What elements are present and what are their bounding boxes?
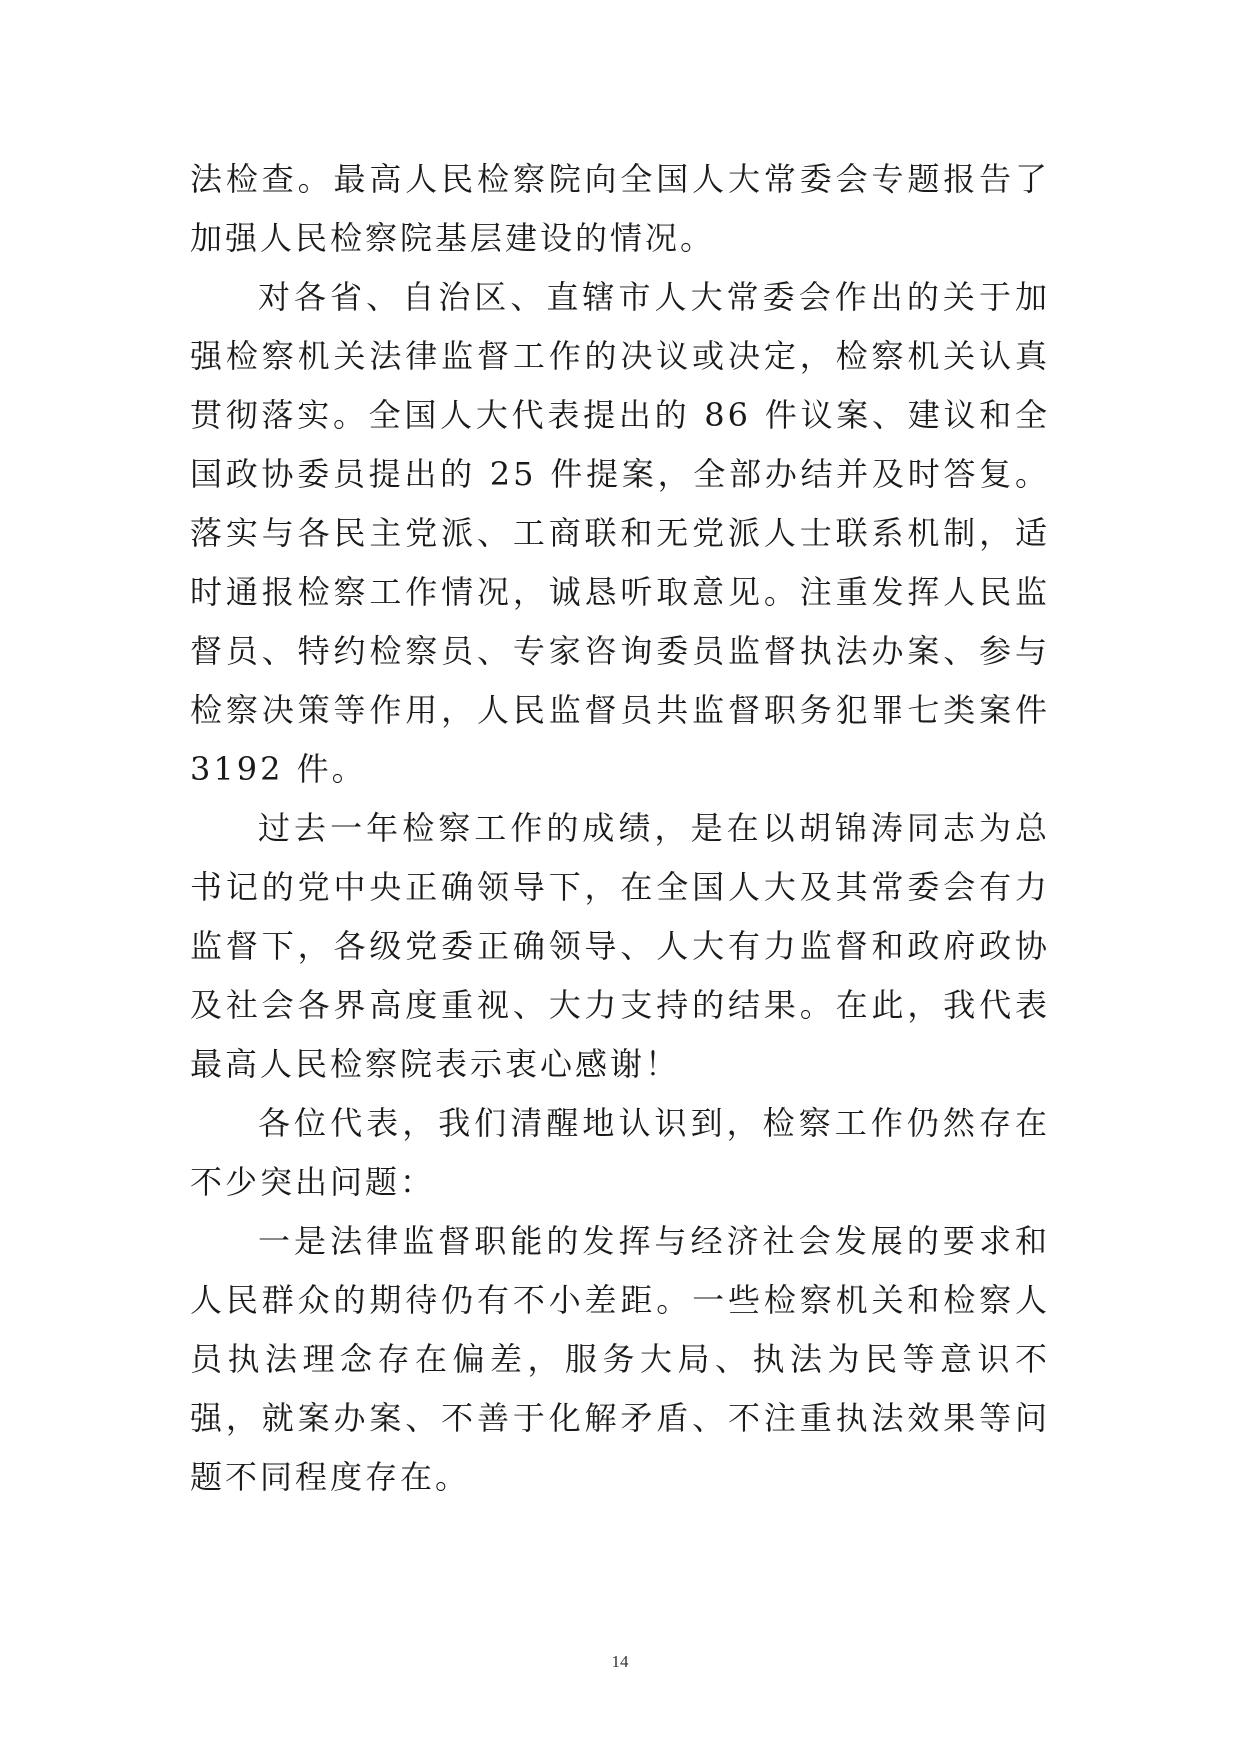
document-body [190, 150, 1050, 1507]
paragraph-problems-intro: 各位代表，我们清醒地认识到，检察工作仍然存在不少突出问题： [190, 1104, 1050, 1201]
paragraph-problem-one: 一是法律监督职能的发挥与经济社会发展的要求和人民群众的期待仍有不小差距。一些检察机关和检察人员执法理念存在偏差，服务大局、执法为民等意识不强，就案办案、不善于化解矛盾、不注重执法效果等问题不同程度存在。 [190, 1222, 1050, 1496]
page-number: 14 [611, 1652, 629, 1671]
paragraph-achievements-thanks: 过去一年检察工作的成绩，是在以胡锦涛同志为总书记的党中央正确领导下，在全国人大及其常委会有力监督下，各级党委正确领导、人大有力监督和政府政协及社会各界高度重视、大力支持的结果。在此，我代表最高人民检察院表示衷心感谢！ [190, 809, 1050, 1083]
paragraph-continued-report: 法检查。最高人民检察院向全国人大常委会专题报告了加强人民检察院基层建设的情况。 [190, 160, 1050, 257]
paragraph-supervision-implementation: 对各省、自治区、直辖市人大常委会作出的关于加强检察机关法律监督工作的决议或决定，检察机关认真贯彻落实。全国人大代表提出的 86 件议案、建议和全国政协委员提出的 25 件提案，全部办结并及时答复。落实与各民主党派、工商联和无党派人士联系机制，适时通报检察工作情况，诚恳听取意见。注重发挥人民监督员、特约检察员、专家咨询委员监督执法办案、参与检察决策等作用，人民监督员共监督职务犯罪七类案件 3192 件。 [190, 278, 1050, 788]
